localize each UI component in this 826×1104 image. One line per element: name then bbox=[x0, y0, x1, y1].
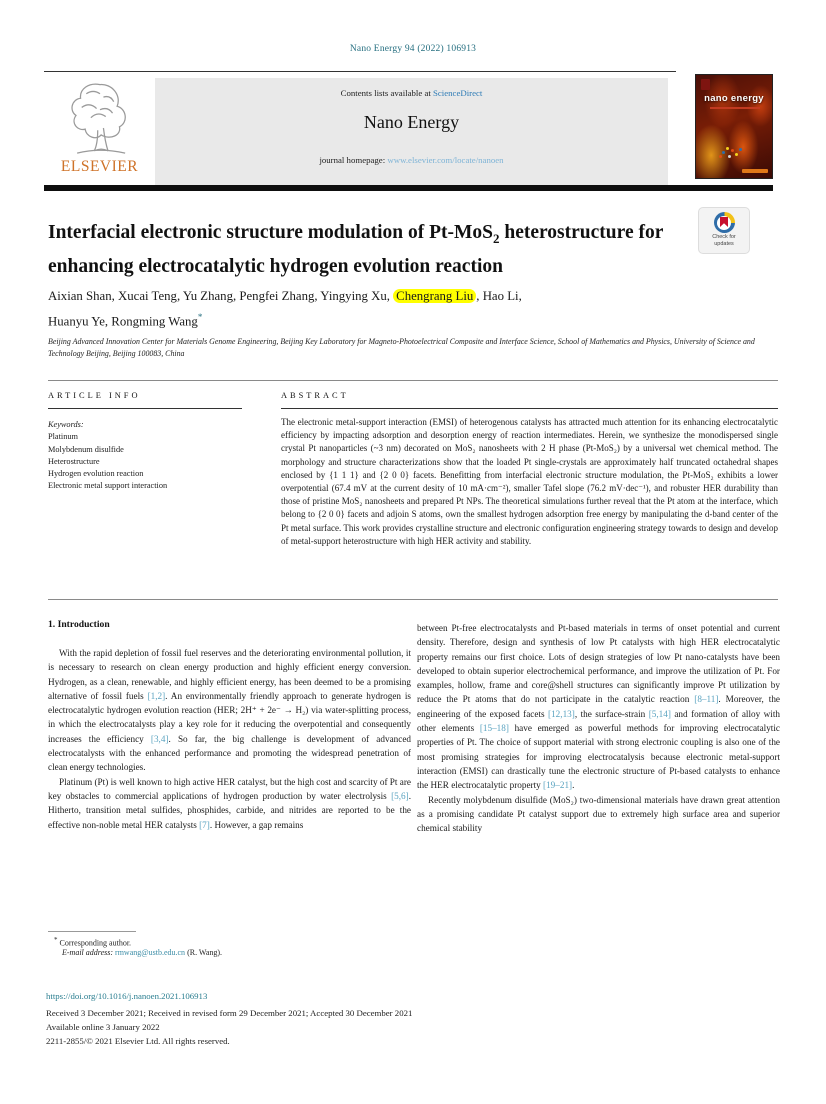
title-part2: heterostructure for enhancing electrocatalytic hydrogen evolution reaction bbox=[48, 222, 664, 277]
text-segment: between Pt-free electrocatalysts and Pt-based materials in terms of onset potential and current density. Therefore, design and synthesis of low Pt catalysts with high HER electrocatalytic property remains our first choice. Lots of design strategies of low Pt nano-catalysts have been developed to obtain superior electrochemical performance, and improve the utilization of Pt. For examples, hollow, frame and core@shell structures can significantly improve Pt utilization by reduce the Pt atoms that do not participate in the catalytic reaction bbox=[417, 623, 780, 705]
divider-above-info bbox=[48, 380, 778, 381]
available-online-line: Available online 3 January 2022 bbox=[46, 1022, 160, 1032]
title-subscript: 2 bbox=[492, 230, 500, 246]
journal-cover-thumbnail[interactable] bbox=[695, 74, 773, 179]
received-dates-line: Received 3 December 2021; Received in revised form 29 December 2021; Accepted 30 December 2021 bbox=[46, 1008, 413, 1018]
homepage-prefix: journal homepage: bbox=[319, 155, 388, 165]
ref-link[interactable]: [5,14] bbox=[648, 708, 671, 719]
intro-paragraph-1 bbox=[48, 646, 411, 775]
contents-prefix: Contents lists available at bbox=[340, 88, 433, 98]
section-heading-introduction: 1. Introduction bbox=[48, 619, 110, 630]
footnote-rule bbox=[48, 931, 136, 932]
authors-line-2 bbox=[48, 307, 748, 332]
ref-link[interactable]: [12,13] bbox=[548, 708, 575, 719]
badge-label: Check for updates bbox=[712, 234, 736, 247]
intro-right-column bbox=[417, 621, 780, 835]
page-citation: Nano Energy 94 (2022) 106913 bbox=[349, 44, 477, 54]
article-title bbox=[48, 219, 683, 281]
ref-link[interactable]: [7] bbox=[199, 819, 210, 830]
text-segment: . bbox=[572, 780, 575, 791]
ref-link[interactable]: [15–18] bbox=[479, 723, 509, 734]
keywords-label: Keywords: bbox=[48, 420, 84, 429]
text-segment: With the rapid depletion of fossil fuel reserves and the deteriorating environmental pollution, it is necessary to research on clean energy production and highly efficient energy conversion. Hydrogen, as a clean, renewable, and highly efficient energy, has been deemed to be a promising alternative of fossil fuels bbox=[48, 648, 411, 701]
email-suffix: (R. Wang). bbox=[185, 948, 223, 957]
sciencedirect-link[interactable]: ScienceDirect bbox=[433, 88, 483, 98]
keyword-item: Platinum bbox=[48, 432, 78, 442]
abstract-rule bbox=[281, 408, 778, 409]
email-link[interactable]: rmwang@ustb.edu.cn bbox=[113, 948, 186, 957]
cover-title: nano energy bbox=[704, 93, 764, 104]
header-top-rule bbox=[44, 71, 676, 72]
intro-left-column bbox=[48, 646, 411, 832]
intro-paragraph-2 bbox=[48, 775, 411, 832]
text-segment: . Moreover, the engineering of the exposed facets bbox=[417, 694, 780, 719]
email-label: E-mail address: bbox=[62, 948, 114, 957]
text-segment: . An environmentally friendly approach to generate hydrogen is electrocatalytic hydrogen evolution reaction (HER; 2H⁺ + 2e⁻ → H₂) via water-splitting process, in which the electrocatalysts play a key role for it reducing the overpotential and consequently increases the efficiency bbox=[48, 690, 411, 744]
doi-link[interactable]: https://doi.org/10.1016/j.nanoen.2021.106913 bbox=[46, 991, 208, 1001]
contents-line bbox=[155, 88, 668, 98]
footnote-marker: * bbox=[54, 936, 58, 944]
journal-homepage-link[interactable]: www.elsevier.com/locate/nanoen bbox=[387, 155, 504, 165]
keyword-item: Heterostructure bbox=[48, 456, 100, 466]
ref-link[interactable]: [19–21] bbox=[543, 780, 573, 791]
text-segment: , the surface-strain bbox=[574, 708, 649, 719]
authors-segment: Aixian Shan, Xucai Teng, Yu Zhang, Pengfei Zhang, Yingying Xu, bbox=[48, 289, 394, 303]
article-info-rule bbox=[48, 408, 242, 409]
crossmark-icon bbox=[714, 212, 735, 233]
cover-subtitle-line bbox=[710, 107, 760, 109]
ref-link[interactable]: [8–11] bbox=[694, 694, 719, 705]
text-segment: have emerged as powerful methods for improving electrocatalytic properties of Pt. The choice of support material with strong electronic coupling is also one of the most promising strategies for improving electrocatalysis because electronic metal-support interaction (EMSI) can drastically tune the electronic structure of Pt-based catalysts to enhance the HER electrocatalytic property bbox=[417, 723, 780, 791]
authors-segment: , Hao Li, bbox=[476, 289, 522, 303]
cover-molecule-art bbox=[726, 147, 729, 150]
masthead-band bbox=[155, 78, 668, 185]
abstract-heading: ABSTRACT bbox=[281, 391, 349, 400]
affiliation: Beijing Advanced Innovation Center for Materials Genome Engineering, Beijing Key Laboratory for Magneto-Photoelectrical Composite and Interface Science, School of Mathematics and Physics, University of Science and Technology Beijing, Beijing 100083, China bbox=[48, 337, 755, 358]
text-segment: . However, a gap remains bbox=[209, 819, 304, 830]
corresponding-asterisk[interactable]: * bbox=[197, 311, 203, 322]
intro-paragraph-3 bbox=[417, 621, 780, 793]
elsevier-tree-icon bbox=[65, 80, 135, 160]
cover-publisher-mark bbox=[742, 169, 768, 173]
keyword-item: Molybdenum disulfide bbox=[48, 444, 124, 454]
divider-below-abstract bbox=[48, 599, 778, 600]
text-segment: Recently molybdenum disulfide (MoS₂) two-dimensional materials have drawn great attention as a promising candidate Pt catalyst support due to extremely high surface area and superior chemical stability bbox=[417, 794, 780, 834]
elsevier-wordmark: ELSEVIER bbox=[60, 158, 139, 175]
intro-paragraph-4 bbox=[417, 793, 780, 836]
journal-title: Nano Energy bbox=[363, 112, 460, 132]
authors-segment: Huanyu Ye, Rongming Wang bbox=[48, 313, 198, 328]
keywords-block bbox=[48, 419, 248, 493]
masthead-bottom-bar bbox=[44, 185, 773, 191]
text-segment: Platinum (Pt) is well known to high active HER catalyst, but the high cost and scarcity of Pt are key obstacles to commercial applications of hydrogen production by water electrolysis bbox=[48, 776, 411, 801]
email-line bbox=[62, 948, 222, 957]
title-part1: Interfacial electronic structure modulation of Pt-MoS bbox=[48, 222, 493, 243]
ref-link[interactable]: [3,4] bbox=[150, 733, 169, 744]
bookmark-icon bbox=[720, 217, 728, 227]
abstract-text: The electronic metal-support interaction (EMSI) of heterogenous catalysts has attracted much attention for its enhancing electrocatalytic efficiency by impacting adsorption and desorption energy of reaction intermediates. Herein, we synthesize the monodispersed single crystal Pt nanoparticles (~3 nm) decorated on MoS₂ nanosheets with 2 H phase (Pt-MoS₂) by a universal wet chemical method. The morphology and structure characterizations show that the loaded Pt single-crystals are approximately half truncated octahedral shapes enclosed by {1 1 1} and {2 0 0} facets. Benefitting from interfacial electronic structure modulation, the Pt-MoS₂ exhibits a lower overpotential (67.4 mV at the current desity of 10 mA·cm⁻²), smaller Tafel slope (76.2 mV·dec⁻¹), and robuster HER durability than those of pristine MoS₂ nanosheets and prepared Pt NPs. The theoretical simulations further reveal that the Pt atom at the interface, which belong to {2 0 0} facets and adjoin S atoms, own the smallest hydrogen adsorption free energy by manipulating the d-band center of the Pt metal surface. This work provides crystalline structure and electronic configuration engineering strategy towards to design and develop of metal-support heterostructure with high HER activity and stability. bbox=[281, 417, 778, 546]
article-info-heading: ARTICLE INFO bbox=[48, 391, 141, 400]
cover-corner-logo-icon bbox=[701, 79, 710, 90]
text-segment: . So far, the big challenge is development of advanced electrocatalysts with the enhanced performance and promoting the widespread penetration of clean energy technologies. bbox=[48, 733, 411, 773]
keyword-item: Electronic metal support interaction bbox=[48, 481, 168, 491]
elsevier-logo-block[interactable] bbox=[44, 78, 155, 185]
homepage-line bbox=[155, 155, 668, 165]
keyword-item: Hydrogen evolution reaction bbox=[48, 469, 144, 479]
check-updates-badge[interactable] bbox=[698, 207, 750, 254]
ref-link[interactable]: [5,6] bbox=[391, 790, 409, 801]
text-segment: and formation of alloy with other elements bbox=[417, 708, 781, 734]
corresponding-author-note bbox=[54, 936, 131, 948]
author-highlight: Chengrang Liu bbox=[393, 289, 476, 303]
text-segment: . Hitherto, transition metal sulfides, phosphides, carbide, and nitrides are reported to be the effective non-noble metal HER catalysts bbox=[48, 790, 411, 830]
ref-link[interactable]: [1,2] bbox=[147, 690, 166, 701]
copyright-line: 2211-2855/© 2021 Elsevier Ltd. All rights reserved. bbox=[46, 1036, 230, 1046]
author-list bbox=[48, 286, 748, 331]
authors-line-1 bbox=[48, 286, 748, 307]
corresponding-text: Corresponding author. bbox=[57, 938, 132, 948]
